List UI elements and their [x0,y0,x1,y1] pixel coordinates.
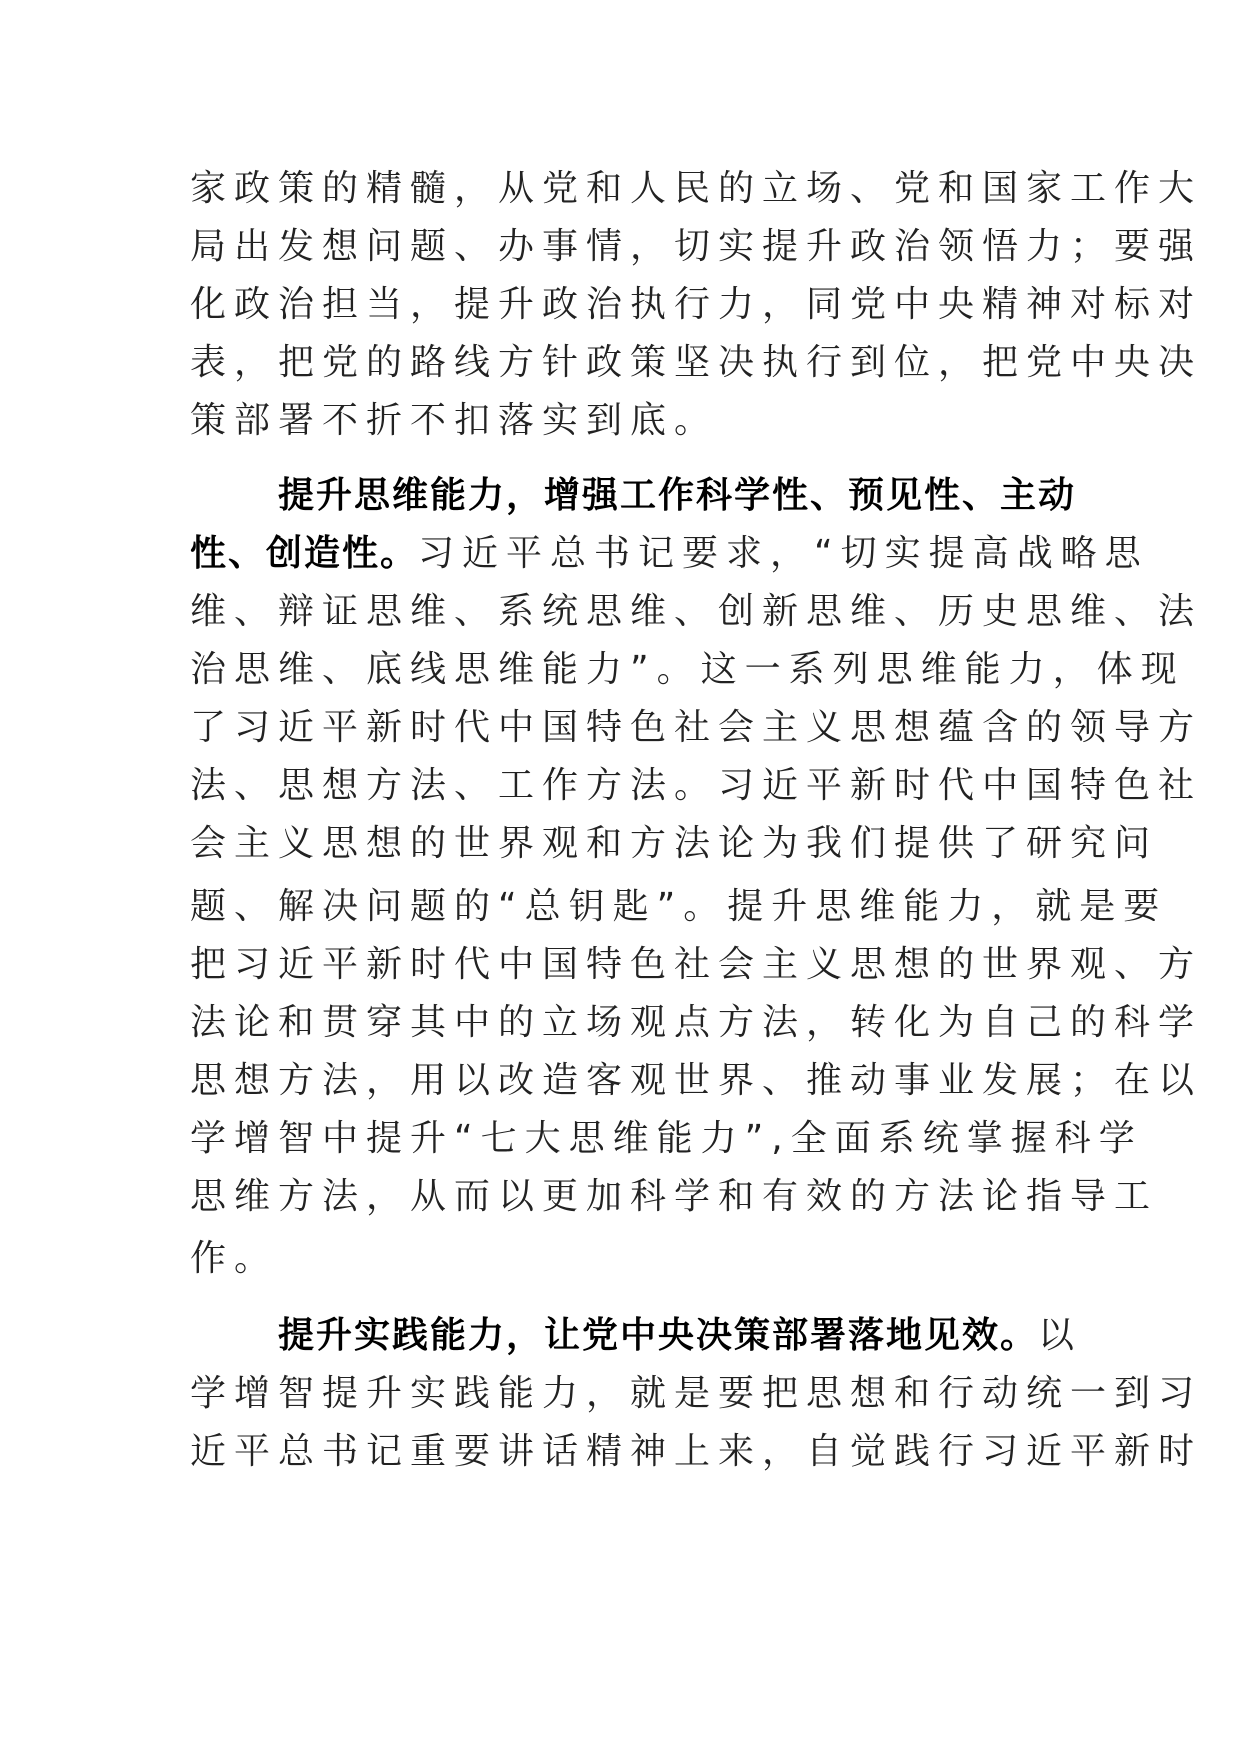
paragraph-line [278,1306,1082,1366]
paragraph-lead-text: 习近平总书记要求，“切实提高战略思 [418,533,1149,574]
paragraph-line: 治思维、底线思维能力”。这一系列思维能力，体现 [190,649,1185,690]
paragraph-line: 思想方法，用以改造客观世界、推动事业发展；在以 [190,1060,1203,1101]
paragraph-line: 思维方法，从而以更加科学和有效的方法论指导工 [190,1176,1159,1217]
paragraph-line: 维、辩证思维、系统思维、创新思维、历史思维、法 [190,591,1203,632]
paragraph-line: 家政策的精髓，从党和人民的立场、党和国家工作大 [190,168,1203,209]
section-heading: 提升思维能力，增强工作科学性、预见性、主动 [278,475,1077,516]
paragraph-line: 作。 [190,1238,279,1279]
section-heading-cont: 性、创造性。 [190,533,419,574]
paragraph-line [190,524,1149,584]
section-heading: 提升实践能力，让党中央决策部署落地见效。 [278,1315,1039,1356]
paragraph-line: 把习近平新时代中国特色社会主义思想的世界观、方 [190,944,1203,985]
paragraph-line: 法论和贯穿其中的立场观点方法，转化为自己的科学 [190,1002,1203,1043]
paragraph-line: 表，把党的路线方针政策坚决执行到位，把党中央决 [190,342,1203,383]
paragraph-line: 化政治担当，提升政治执行力，同党中央精神对标对 [190,284,1203,325]
paragraph-line: 策部署不折不扣落实到底。 [190,400,719,441]
paragraph-lead-text: 以 [1038,1315,1083,1356]
paragraph-line: 学增智中提升“七大思维能力”,全面系统掌握科学 [190,1118,1143,1159]
paragraph-line: 学增智提升实践能力，就是要把思想和行动统一到习 [190,1373,1203,1414]
paragraph-line: 了习近平新时代中国特色社会主义思想蕴含的领导方 [190,707,1203,748]
paragraph-line: 法、思想方法、工作方法。习近平新时代中国特色社 [190,765,1203,806]
paragraph-line: 近平总书记重要讲话精神上来，自觉践行习近平新时 [190,1431,1203,1472]
paragraph-line: 会主义思想的世界观和方法论为我们提供了研究问 [190,823,1159,864]
paragraph-line: 局出发想问题、办事情，切实提升政治领悟力；要强 [190,226,1203,267]
paragraph-line: 题、解决问题的“总钥匙”。提升思维能力，就是要 [190,886,1168,927]
